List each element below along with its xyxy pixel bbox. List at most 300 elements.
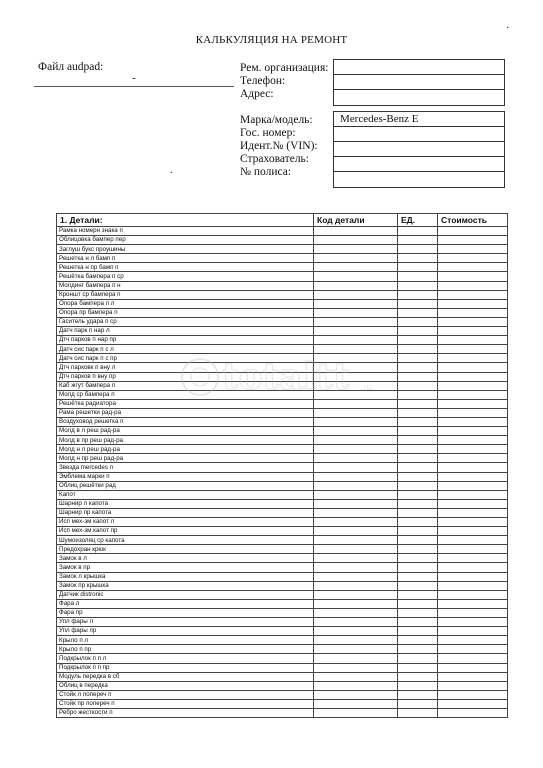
part-unit-cell[interactable]	[398, 463, 438, 472]
part-cost-cell[interactable]	[438, 354, 508, 363]
part-name-cell: Опора пр бампера п	[57, 308, 314, 317]
part-unit-cell[interactable]	[398, 227, 438, 236]
table-row	[57, 572, 508, 581]
part-name-cell: Замок л крышка	[57, 572, 314, 581]
table-row	[57, 636, 508, 645]
part-code-cell[interactable]	[314, 599, 398, 608]
table-row	[57, 354, 508, 363]
part-unit-cell[interactable]	[398, 508, 438, 517]
part-unit-cell[interactable]	[398, 263, 438, 272]
part-cost-cell[interactable]	[438, 281, 508, 290]
stray-dot: .	[170, 165, 173, 176]
table-row	[57, 245, 508, 254]
part-unit-cell[interactable]	[398, 472, 438, 481]
part-unit-cell[interactable]	[398, 272, 438, 281]
vehicle-fields-box	[333, 111, 505, 188]
table-row	[57, 427, 508, 436]
part-name-cell: Фара л	[57, 599, 314, 608]
part-cost-cell[interactable]	[438, 545, 508, 554]
part-unit-cell[interactable]	[398, 672, 438, 681]
model-field[interactable]: Mercedes-Benz E	[334, 112, 504, 127]
part-code-cell[interactable]	[314, 399, 398, 408]
part-unit-cell[interactable]	[398, 599, 438, 608]
table-row	[57, 472, 508, 481]
part-cost-cell[interactable]	[438, 436, 508, 445]
part-code-cell[interactable]	[314, 463, 398, 472]
org-fields-box	[333, 59, 505, 106]
part-cost-cell[interactable]	[438, 399, 508, 408]
table-row	[57, 445, 508, 454]
part-unit-cell[interactable]	[398, 281, 438, 290]
col-header-cost: Стоимость	[438, 214, 508, 227]
part-cost-cell[interactable]	[438, 390, 508, 399]
part-cost-cell[interactable]	[438, 708, 508, 717]
part-code-cell[interactable]	[314, 236, 398, 245]
part-cost-cell[interactable]	[438, 627, 508, 636]
table-row	[57, 672, 508, 681]
table-row	[57, 417, 508, 426]
insured-field[interactable]	[334, 157, 504, 172]
part-code-cell[interactable]	[314, 681, 398, 690]
table-row	[57, 227, 508, 236]
part-code-cell[interactable]	[314, 672, 398, 681]
org-field[interactable]	[334, 60, 504, 75]
part-cost-cell[interactable]	[438, 263, 508, 272]
part-name-cell: Рама решетки рад-ра	[57, 408, 314, 417]
part-cost-cell[interactable]	[438, 317, 508, 326]
table-row	[57, 481, 508, 490]
part-cost-cell[interactable]	[438, 445, 508, 454]
part-name-cell: Решетка н л бамп п	[57, 254, 314, 263]
part-cost-cell[interactable]	[438, 581, 508, 590]
part-cost-cell[interactable]	[438, 372, 508, 381]
table-row	[57, 581, 508, 590]
part-code-cell[interactable]	[314, 281, 398, 290]
part-name-cell: Заглуш букс проушины	[57, 245, 314, 254]
part-cost-cell[interactable]	[438, 454, 508, 463]
part-name-cell: Шарнир пр капота	[57, 508, 314, 517]
table-row	[57, 254, 508, 263]
part-code-cell[interactable]	[314, 572, 398, 581]
part-code-cell[interactable]	[314, 581, 398, 590]
part-cost-cell[interactable]	[438, 663, 508, 672]
part-name-cell: Молд в л реш рад-ра	[57, 427, 314, 436]
watermark-text: totaltt	[222, 356, 350, 398]
part-unit-cell[interactable]	[398, 363, 438, 372]
part-code-cell[interactable]	[314, 345, 398, 354]
part-cost-cell[interactable]	[438, 236, 508, 245]
part-name-cell: Шумоизоляц ср капота	[57, 536, 314, 545]
part-name-cell: Крыло п л	[57, 636, 314, 645]
part-code-cell[interactable]	[314, 390, 398, 399]
part-unit-cell[interactable]	[398, 236, 438, 245]
part-code-cell[interactable]	[314, 308, 398, 317]
table-row	[57, 281, 508, 290]
part-name-cell: Замок в л	[57, 554, 314, 563]
table-row	[57, 372, 508, 381]
table-row	[57, 508, 508, 517]
part-name-cell: Гаситель удара п ср	[57, 317, 314, 326]
insured-label: Страхователь:	[240, 153, 309, 165]
part-cost-cell[interactable]	[438, 308, 508, 317]
part-name-cell: Упл фары пр	[57, 627, 314, 636]
part-unit-cell[interactable]	[398, 581, 438, 590]
table-row	[57, 654, 508, 663]
part-name-cell: Молд ср бампера п	[57, 390, 314, 399]
part-unit-cell[interactable]	[398, 245, 438, 254]
part-unit-cell[interactable]	[398, 481, 438, 490]
part-name-cell: Решетка н пр бамп п	[57, 263, 314, 272]
part-name-cell: Молд н л реш рад-ра	[57, 445, 314, 454]
col-header-parts: 1. Детали:	[57, 214, 314, 227]
part-code-cell[interactable]	[314, 299, 398, 308]
part-name-cell: Эмблема марки п	[57, 472, 314, 481]
part-cost-cell[interactable]	[438, 408, 508, 417]
part-code-cell[interactable]	[314, 590, 398, 599]
part-code-cell[interactable]	[314, 472, 398, 481]
part-name-cell: Молд н пр реш рад-ра	[57, 454, 314, 463]
col-header-unit: ЕД.	[398, 214, 438, 227]
part-cost-cell[interactable]	[438, 227, 508, 236]
part-unit-cell[interactable]	[398, 436, 438, 445]
table-row	[57, 345, 508, 354]
policy-label: № полиса:	[240, 166, 292, 178]
part-unit-cell[interactable]	[398, 417, 438, 426]
part-code-cell[interactable]	[314, 654, 398, 663]
part-name-cell: Каб жгут бампера п	[57, 381, 314, 390]
part-unit-cell[interactable]	[398, 536, 438, 545]
part-code-cell[interactable]	[314, 436, 398, 445]
part-cost-cell[interactable]	[438, 563, 508, 572]
table-row	[57, 545, 508, 554]
table-row	[57, 299, 508, 308]
part-unit-cell[interactable]	[398, 545, 438, 554]
part-name-cell: Рамка номерн знака п	[57, 227, 314, 236]
phone-label: Телефон:	[240, 75, 286, 87]
part-cost-cell[interactable]	[438, 363, 508, 372]
part-name-cell: Опора бампера п л	[57, 299, 314, 308]
table-row	[57, 463, 508, 472]
part-code-cell[interactable]	[314, 227, 398, 236]
col-header-code: Код детали	[314, 214, 398, 227]
part-code-cell[interactable]	[314, 327, 398, 336]
part-name-cell: Звезда mercedes п	[57, 463, 314, 472]
part-code-cell[interactable]	[314, 372, 398, 381]
part-code-cell[interactable]	[314, 699, 398, 708]
table-row	[57, 518, 508, 527]
table-row	[57, 290, 508, 299]
table-row	[57, 536, 508, 545]
parts-table-body	[57, 227, 508, 718]
part-name-cell: Ребро жесткости п	[57, 708, 314, 717]
part-name-cell: Молд в пр реш рад-ра	[57, 436, 314, 445]
table-row	[57, 627, 508, 636]
part-name-cell: Модуль передка в сб	[57, 672, 314, 681]
part-unit-cell[interactable]	[398, 627, 438, 636]
part-unit-cell[interactable]	[398, 308, 438, 317]
table-row	[57, 563, 508, 572]
table-row	[57, 363, 508, 372]
table-row	[57, 390, 508, 399]
table-row	[57, 272, 508, 281]
table-row	[57, 645, 508, 654]
part-unit-cell[interactable]	[398, 554, 438, 563]
file-label: Файл audpad:	[38, 61, 104, 73]
part-unit-cell[interactable]	[398, 608, 438, 617]
part-code-cell[interactable]	[314, 381, 398, 390]
part-name-cell: Замок в пр	[57, 563, 314, 572]
part-name-cell: Капот	[57, 490, 314, 499]
part-unit-cell[interactable]	[398, 708, 438, 717]
part-name-cell: Подкрылок п п пр	[57, 663, 314, 672]
part-code-cell[interactable]	[314, 408, 398, 417]
part-cost-cell[interactable]	[438, 508, 508, 517]
part-code-cell[interactable]	[314, 663, 398, 672]
part-cost-cell[interactable]	[438, 427, 508, 436]
part-unit-cell[interactable]	[398, 527, 438, 536]
table-row	[57, 699, 508, 708]
part-name-cell: Упл фары л	[57, 618, 314, 627]
part-cost-cell[interactable]	[438, 327, 508, 336]
part-code-cell[interactable]	[314, 490, 398, 499]
part-unit-cell[interactable]	[398, 408, 438, 417]
part-code-cell[interactable]	[314, 290, 398, 299]
part-code-cell[interactable]	[314, 354, 398, 363]
part-cost-cell[interactable]	[438, 536, 508, 545]
part-code-cell[interactable]	[314, 445, 398, 454]
part-unit-cell[interactable]	[398, 618, 438, 627]
part-name-cell: Датч парк п нар л	[57, 327, 314, 336]
part-name-cell: Воздуховод решетка п	[57, 417, 314, 426]
file-value: -	[132, 72, 136, 84]
part-cost-cell[interactable]	[438, 554, 508, 563]
part-code-cell[interactable]	[314, 527, 398, 536]
document-title: КАЛЬКУЛЯЦИЯ НА РЕМОНТ	[195, 34, 348, 46]
part-cost-cell[interactable]	[438, 636, 508, 645]
part-unit-cell[interactable]	[398, 317, 438, 326]
part-name-cell: Облицовка бампер пер	[57, 236, 314, 245]
part-cost-cell[interactable]	[438, 518, 508, 527]
part-unit-cell[interactable]	[398, 427, 438, 436]
part-name-cell: Облиц в передка	[57, 681, 314, 690]
table-row	[57, 618, 508, 627]
part-cost-cell[interactable]	[438, 699, 508, 708]
part-name-cell: Крыло п пр	[57, 645, 314, 654]
address-field[interactable]	[334, 90, 504, 105]
part-name-cell: Дтч парков п нар пр	[57, 336, 314, 345]
table-row	[57, 690, 508, 699]
table-row	[57, 663, 508, 672]
part-unit-cell[interactable]	[398, 499, 438, 508]
part-name-cell: Фара пр	[57, 608, 314, 617]
part-name-cell: Кроншт ср бампера п	[57, 290, 314, 299]
part-cost-cell[interactable]	[438, 572, 508, 581]
part-unit-cell[interactable]	[398, 690, 438, 699]
part-name-cell: Дтч парковк п вну л	[57, 363, 314, 372]
part-cost-cell[interactable]	[438, 608, 508, 617]
part-unit-cell[interactable]	[398, 454, 438, 463]
part-unit-cell[interactable]	[398, 636, 438, 645]
part-name-cell: Датч сис парк п с л	[57, 345, 314, 354]
table-row	[57, 590, 508, 599]
table-row	[57, 408, 508, 417]
part-code-cell[interactable]	[314, 254, 398, 263]
table-row	[57, 308, 508, 317]
table-row	[57, 490, 508, 499]
part-name-cell: Решётка бампера п ср	[57, 272, 314, 281]
part-cost-cell[interactable]	[438, 472, 508, 481]
part-cost-cell[interactable]	[438, 290, 508, 299]
table-row	[57, 399, 508, 408]
phone-field[interactable]	[334, 75, 504, 90]
table-row	[57, 454, 508, 463]
part-code-cell[interactable]	[314, 427, 398, 436]
part-code-cell[interactable]	[314, 417, 398, 426]
part-unit-cell[interactable]	[398, 354, 438, 363]
part-code-cell[interactable]	[314, 245, 398, 254]
table-row	[57, 608, 508, 617]
part-name-cell: Шарнир л капота	[57, 499, 314, 508]
part-code-cell[interactable]	[314, 317, 398, 326]
part-unit-cell[interactable]	[398, 663, 438, 672]
part-unit-cell[interactable]	[398, 590, 438, 599]
part-cost-cell[interactable]	[438, 481, 508, 490]
part-name-cell: Облиц решётки рад	[57, 481, 314, 490]
part-cost-cell[interactable]	[438, 417, 508, 426]
part-code-cell[interactable]	[314, 272, 398, 281]
table-row	[57, 436, 508, 445]
part-unit-cell[interactable]	[398, 699, 438, 708]
part-unit-cell[interactable]	[398, 681, 438, 690]
org-label: Рем. организация:	[240, 62, 329, 74]
table-row	[57, 554, 508, 563]
part-name-cell: Исп мех-зм капот л	[57, 518, 314, 527]
part-cost-cell[interactable]	[438, 527, 508, 536]
part-name-cell: Стойк л попереч п	[57, 690, 314, 699]
part-code-cell[interactable]	[314, 618, 398, 627]
plate-label: Гос. номер:	[240, 127, 296, 139]
part-unit-cell[interactable]	[398, 290, 438, 299]
part-unit-cell[interactable]	[398, 327, 438, 336]
part-name-cell: Предохран крюк	[57, 545, 314, 554]
part-unit-cell[interactable]	[398, 518, 438, 527]
part-cost-cell[interactable]	[438, 681, 508, 690]
part-code-cell[interactable]	[314, 336, 398, 345]
part-cost-cell[interactable]	[438, 672, 508, 681]
part-code-cell[interactable]	[314, 481, 398, 490]
table-row	[57, 263, 508, 272]
model-label: Марка/модель:	[240, 114, 313, 126]
part-cost-cell[interactable]	[438, 245, 508, 254]
part-name-cell: Стойк пр попереч п	[57, 699, 314, 708]
table-row	[57, 527, 508, 536]
part-code-cell[interactable]	[314, 263, 398, 272]
part-unit-cell[interactable]	[398, 336, 438, 345]
table-row	[57, 317, 508, 326]
policy-field[interactable]	[334, 172, 504, 187]
part-code-cell[interactable]	[314, 708, 398, 717]
part-unit-cell[interactable]	[398, 572, 438, 581]
part-unit-cell[interactable]	[398, 254, 438, 263]
part-cost-cell[interactable]	[438, 654, 508, 663]
part-code-cell[interactable]	[314, 563, 398, 572]
part-unit-cell[interactable]	[398, 345, 438, 354]
part-name-cell: Датч сис парк п с пр	[57, 354, 314, 363]
part-name-cell: Молдинг бампера п н	[57, 281, 314, 290]
vin-label: Идент.№ (VIN):	[240, 140, 318, 152]
table-row	[57, 336, 508, 345]
part-unit-cell[interactable]	[398, 381, 438, 390]
table-row	[57, 499, 508, 508]
part-unit-cell[interactable]	[398, 445, 438, 454]
part-code-cell[interactable]	[314, 545, 398, 554]
table-row	[57, 327, 508, 336]
part-cost-cell[interactable]	[438, 645, 508, 654]
table-row	[57, 599, 508, 608]
part-cost-cell[interactable]	[438, 590, 508, 599]
part-unit-cell[interactable]	[398, 390, 438, 399]
part-cost-cell[interactable]	[438, 490, 508, 499]
part-unit-cell[interactable]	[398, 654, 438, 663]
part-code-cell[interactable]	[314, 499, 398, 508]
part-unit-cell[interactable]	[398, 645, 438, 654]
part-code-cell[interactable]	[314, 608, 398, 617]
part-code-cell[interactable]	[314, 627, 398, 636]
plate-field[interactable]	[334, 127, 504, 142]
part-code-cell[interactable]	[314, 454, 398, 463]
part-code-cell[interactable]	[314, 554, 398, 563]
part-cost-cell[interactable]	[438, 272, 508, 281]
address-label: Адрес:	[240, 88, 274, 100]
part-cost-cell[interactable]	[438, 254, 508, 263]
part-code-cell[interactable]	[314, 645, 398, 654]
part-name-cell: Решётка радиатора	[57, 399, 314, 408]
watermark-suffix: .ru	[360, 383, 373, 393]
part-cost-cell[interactable]	[438, 499, 508, 508]
part-unit-cell[interactable]	[398, 299, 438, 308]
part-name-cell: Подкрылок п п л	[57, 654, 314, 663]
parts-table	[56, 213, 508, 718]
part-cost-cell[interactable]	[438, 599, 508, 608]
part-code-cell[interactable]	[314, 636, 398, 645]
part-cost-cell[interactable]	[438, 618, 508, 627]
part-name-cell: Дтч парков п вну пр	[57, 372, 314, 381]
part-unit-cell[interactable]	[398, 372, 438, 381]
part-cost-cell[interactable]	[438, 336, 508, 345]
vin-field[interactable]	[334, 142, 504, 157]
part-code-cell[interactable]	[314, 518, 398, 527]
table-row	[57, 708, 508, 717]
part-cost-cell[interactable]	[438, 381, 508, 390]
table-row	[57, 236, 508, 245]
part-code-cell[interactable]	[314, 508, 398, 517]
part-unit-cell[interactable]	[398, 490, 438, 499]
part-code-cell[interactable]	[314, 363, 398, 372]
part-cost-cell[interactable]	[438, 690, 508, 699]
part-name-cell: Датчик distronic	[57, 590, 314, 599]
corner-mark: ·	[506, 23, 510, 34]
part-code-cell[interactable]	[314, 536, 398, 545]
file-underline	[34, 86, 234, 87]
part-cost-cell[interactable]	[438, 299, 508, 308]
table-row	[57, 381, 508, 390]
part-code-cell[interactable]	[314, 690, 398, 699]
part-cost-cell[interactable]	[438, 345, 508, 354]
part-unit-cell[interactable]	[398, 399, 438, 408]
table-row	[57, 681, 508, 690]
part-unit-cell[interactable]	[398, 563, 438, 572]
part-cost-cell[interactable]	[438, 463, 508, 472]
